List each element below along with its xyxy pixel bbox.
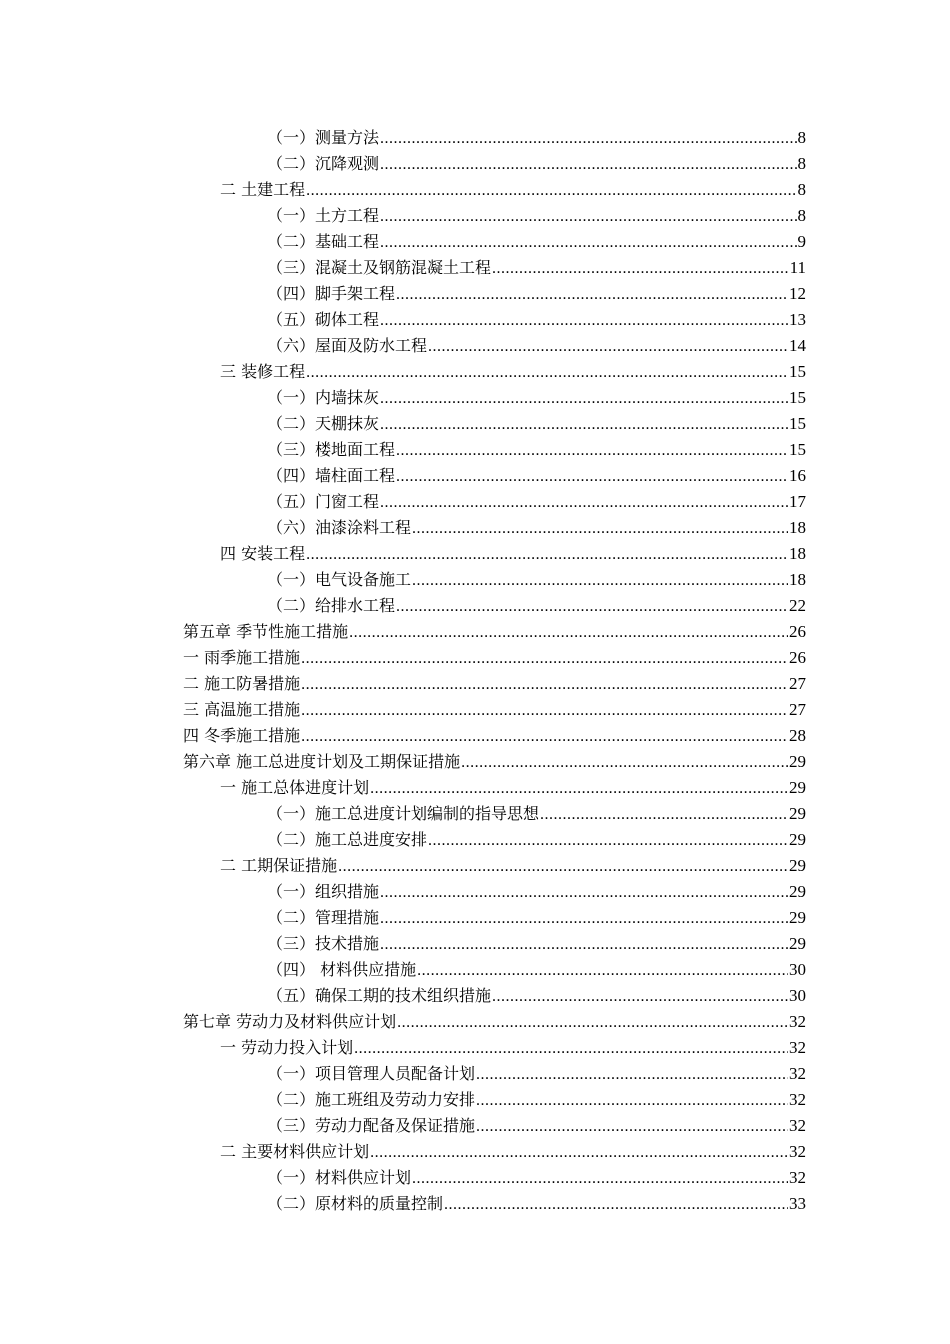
toc-dot-leader xyxy=(370,1140,788,1166)
toc-page-number: 17 xyxy=(789,492,806,511)
toc-page-number: 11 xyxy=(789,258,806,277)
toc-entry-title: 一 施工总体进度计划 xyxy=(220,778,370,797)
toc-dot-leader xyxy=(380,152,796,178)
toc-entry-title: （五）确保工期的技术组织措施 xyxy=(267,986,492,1005)
toc-entry-title: （一）项目管理人员配备计划 xyxy=(267,1064,476,1083)
toc-entry[interactable] xyxy=(183,281,806,307)
toc-page-number: 18 xyxy=(789,570,806,589)
toc-page-number: 28 xyxy=(789,726,806,745)
toc-dot-leader xyxy=(380,412,788,438)
toc-entry[interactable] xyxy=(183,723,806,749)
toc-entry-title: 第五章 季节性施工措施 xyxy=(183,622,349,641)
toc-entry[interactable] xyxy=(183,593,806,619)
toc-dot-leader xyxy=(380,126,796,152)
toc-dot-leader xyxy=(370,776,788,802)
toc-entry[interactable] xyxy=(183,749,806,775)
toc-page-number: 15 xyxy=(789,440,806,459)
toc-page-number: 32 xyxy=(789,1142,806,1161)
toc-dot-leader xyxy=(417,958,788,984)
toc-entry-title: （五）砌体工程 xyxy=(267,310,380,329)
toc-dot-leader xyxy=(301,646,788,672)
toc-entry-title: （三）技术措施 xyxy=(267,934,380,953)
toc-page-number: 32 xyxy=(789,1038,806,1057)
toc-entry-title: （二）天棚抹灰 xyxy=(267,414,380,433)
toc-dot-leader xyxy=(412,1166,788,1192)
toc-entry-title: 第六章 施工总进度计划及工期保证措施 xyxy=(183,752,461,771)
toc-page-number: 32 xyxy=(789,1012,806,1031)
toc-page-number: 27 xyxy=(789,674,806,693)
toc-entry-title: （一）电气设备施工 xyxy=(267,570,412,589)
toc-dot-leader xyxy=(380,932,788,958)
toc-dot-leader xyxy=(306,178,796,204)
toc-dot-leader xyxy=(380,386,788,412)
toc-entry[interactable] xyxy=(183,957,806,983)
toc-entry[interactable] xyxy=(183,853,806,879)
toc-page-number: 29 xyxy=(789,778,806,797)
toc-entry[interactable] xyxy=(183,801,806,827)
toc-entry[interactable] xyxy=(183,489,806,515)
toc-page-number: 13 xyxy=(789,310,806,329)
toc-page-number: 26 xyxy=(789,648,806,667)
toc-entry[interactable] xyxy=(183,697,806,723)
toc-entry[interactable] xyxy=(183,1035,806,1061)
toc-entry[interactable] xyxy=(183,255,806,281)
toc-entry[interactable] xyxy=(183,1165,806,1191)
toc-entry[interactable] xyxy=(183,411,806,437)
toc-dot-leader xyxy=(428,334,788,360)
toc-page-number: 29 xyxy=(789,908,806,927)
toc-dot-leader xyxy=(396,282,788,308)
toc-entry-title: （四） 材料供应措施 xyxy=(267,960,417,979)
toc-dot-leader xyxy=(461,750,788,776)
toc-entry-title: （二）施工总进度安排 xyxy=(267,830,428,849)
toc-entry-title: （二）基础工程 xyxy=(267,232,380,251)
toc-page-number: 30 xyxy=(789,960,806,979)
toc-dot-leader xyxy=(396,438,788,464)
toc-page-number: 12 xyxy=(789,284,806,303)
toc-entry[interactable] xyxy=(183,359,806,385)
toc-page-number: 18 xyxy=(789,518,806,537)
toc-page-number: 8 xyxy=(797,128,806,147)
toc-entry[interactable] xyxy=(183,567,806,593)
toc-entry[interactable] xyxy=(183,1061,806,1087)
toc-entry[interactable] xyxy=(183,333,806,359)
toc-entry-title: 第七章 劳动力及材料供应计划 xyxy=(183,1012,397,1031)
toc-entry[interactable] xyxy=(183,1113,806,1139)
toc-entry[interactable] xyxy=(183,1139,806,1165)
toc-dot-leader xyxy=(476,1062,788,1088)
toc-entry-title: 一 雨季施工措施 xyxy=(183,648,301,667)
toc-dot-leader xyxy=(301,724,788,750)
toc-entry-title: （一）组织措施 xyxy=(267,882,380,901)
toc-page-number: 18 xyxy=(789,544,806,563)
toc-dot-leader xyxy=(301,698,788,724)
toc-entry[interactable] xyxy=(183,1191,806,1217)
toc-page-number: 32 xyxy=(789,1090,806,1109)
toc-entry[interactable] xyxy=(183,541,806,567)
toc-page-number: 33 xyxy=(789,1194,806,1213)
toc-dot-leader xyxy=(412,516,788,542)
toc-dot-leader xyxy=(306,360,788,386)
toc-page-number: 26 xyxy=(789,622,806,641)
toc-entry-title: （三）混凝土及钢筋混凝土工程 xyxy=(267,258,492,277)
toc-entry-title: （六）屋面及防水工程 xyxy=(267,336,428,355)
toc-entry-title: 二 施工防暑措施 xyxy=(183,674,301,693)
toc-entry-title: （一）土方工程 xyxy=(267,206,380,225)
toc-entry-title: （一）施工总进度计划编制的指导思想 xyxy=(267,804,540,823)
toc-page-number: 15 xyxy=(789,414,806,433)
toc-entry[interactable] xyxy=(183,983,806,1009)
toc-entry-title: 三 高温施工措施 xyxy=(183,700,301,719)
toc-entry[interactable] xyxy=(183,619,806,645)
toc-entry[interactable] xyxy=(183,463,806,489)
toc-entry[interactable] xyxy=(183,385,806,411)
toc-entry-title: 四 冬季施工措施 xyxy=(183,726,301,745)
toc-entry[interactable] xyxy=(183,229,806,255)
toc-entry[interactable] xyxy=(183,125,806,151)
toc-entry[interactable] xyxy=(183,515,806,541)
toc-entry-title: （二）沉降观测 xyxy=(267,154,380,173)
toc-dot-leader xyxy=(396,594,788,620)
toc-page-number: 32 xyxy=(789,1168,806,1187)
toc-entry-title: 二 土建工程 xyxy=(220,180,306,199)
toc-entry[interactable] xyxy=(183,931,806,957)
toc-page-number: 8 xyxy=(797,206,806,225)
toc-dot-leader xyxy=(540,802,788,828)
toc-page-number: 29 xyxy=(789,882,806,901)
toc-page-number: 15 xyxy=(789,388,806,407)
toc-page-number: 29 xyxy=(789,804,806,823)
toc-entry-title: 四 安装工程 xyxy=(220,544,306,563)
toc-entry-title: （五）门窗工程 xyxy=(267,492,380,511)
toc-page-number: 32 xyxy=(789,1116,806,1135)
toc-entry-title: （二）原材料的质量控制 xyxy=(267,1194,444,1213)
toc-entry-title: 三 装修工程 xyxy=(220,362,306,381)
toc-entry[interactable] xyxy=(183,307,806,333)
toc-dot-leader xyxy=(380,880,788,906)
toc-page-number: 29 xyxy=(789,752,806,771)
toc-entry-title: （四）脚手架工程 xyxy=(267,284,396,303)
toc-page-number: 29 xyxy=(789,830,806,849)
toc-entry-title: （一）内墙抹灰 xyxy=(267,388,380,407)
toc-entry-title: 二 工期保证措施 xyxy=(220,856,338,875)
toc-entry[interactable] xyxy=(183,905,806,931)
toc-entry-title: （三）劳动力配备及保证措施 xyxy=(267,1116,476,1135)
toc-page-number: 32 xyxy=(789,1064,806,1083)
toc-dot-leader xyxy=(380,906,788,932)
toc-dot-leader xyxy=(349,620,788,646)
toc-dot-leader xyxy=(476,1114,788,1140)
toc-dot-leader xyxy=(412,568,788,594)
toc-page-number: 29 xyxy=(789,934,806,953)
toc-dot-leader xyxy=(354,1036,788,1062)
toc-page-number: 30 xyxy=(789,986,806,1005)
toc-entry-title: （三）楼地面工程 xyxy=(267,440,396,459)
toc-dot-leader xyxy=(444,1192,788,1218)
toc-entry-title: 一 劳动力投入计划 xyxy=(220,1038,354,1057)
toc-page-number: 27 xyxy=(789,700,806,719)
toc-page-number: 9 xyxy=(797,232,806,251)
toc-entry[interactable] xyxy=(183,775,806,801)
toc-dot-leader xyxy=(380,230,796,256)
toc-page-number: 16 xyxy=(789,466,806,485)
toc-entry-title: （二）管理措施 xyxy=(267,908,380,927)
toc-page-number: 8 xyxy=(797,180,806,199)
toc-entry[interactable] xyxy=(183,827,806,853)
toc-entry-title: （六）油漆涂料工程 xyxy=(267,518,412,537)
toc-entry[interactable] xyxy=(183,151,806,177)
toc-dot-leader xyxy=(380,308,788,334)
toc-dot-leader xyxy=(301,672,788,698)
toc-dot-leader xyxy=(396,464,788,490)
toc-entry-title: （二）施工班组及劳动力安排 xyxy=(267,1090,476,1109)
toc-dot-leader xyxy=(476,1088,788,1114)
toc-dot-leader xyxy=(380,204,796,230)
toc-dot-leader xyxy=(492,984,788,1010)
toc-entry-title: 二 主要材料供应计划 xyxy=(220,1142,370,1161)
toc-entry[interactable] xyxy=(183,203,806,229)
toc-page-number: 15 xyxy=(789,362,806,381)
toc-entry[interactable] xyxy=(183,645,806,671)
toc-entry[interactable] xyxy=(183,879,806,905)
toc-entry-title: （二）给排水工程 xyxy=(267,596,396,615)
toc-page-number: 8 xyxy=(797,154,806,173)
toc-page-number: 14 xyxy=(789,336,806,355)
toc-dot-leader xyxy=(380,490,788,516)
toc-entry[interactable] xyxy=(183,437,806,463)
toc-page-number: 29 xyxy=(789,856,806,875)
toc-entry[interactable] xyxy=(183,671,806,697)
toc-entry[interactable] xyxy=(183,1009,806,1035)
toc-entry[interactable] xyxy=(183,177,806,203)
toc-page-number: 22 xyxy=(789,596,806,615)
toc-entry-title: （一）材料供应计划 xyxy=(267,1168,412,1187)
toc-dot-leader xyxy=(428,828,788,854)
toc-entry-title: （一）测量方法 xyxy=(267,128,380,147)
toc-dot-leader xyxy=(492,256,789,282)
toc-entry-title: （四）墙柱面工程 xyxy=(267,466,396,485)
toc-dot-leader xyxy=(338,854,788,880)
toc-dot-leader xyxy=(306,542,788,568)
table-of-contents xyxy=(183,125,806,1217)
toc-entry[interactable] xyxy=(183,1087,806,1113)
toc-dot-leader xyxy=(397,1010,788,1036)
